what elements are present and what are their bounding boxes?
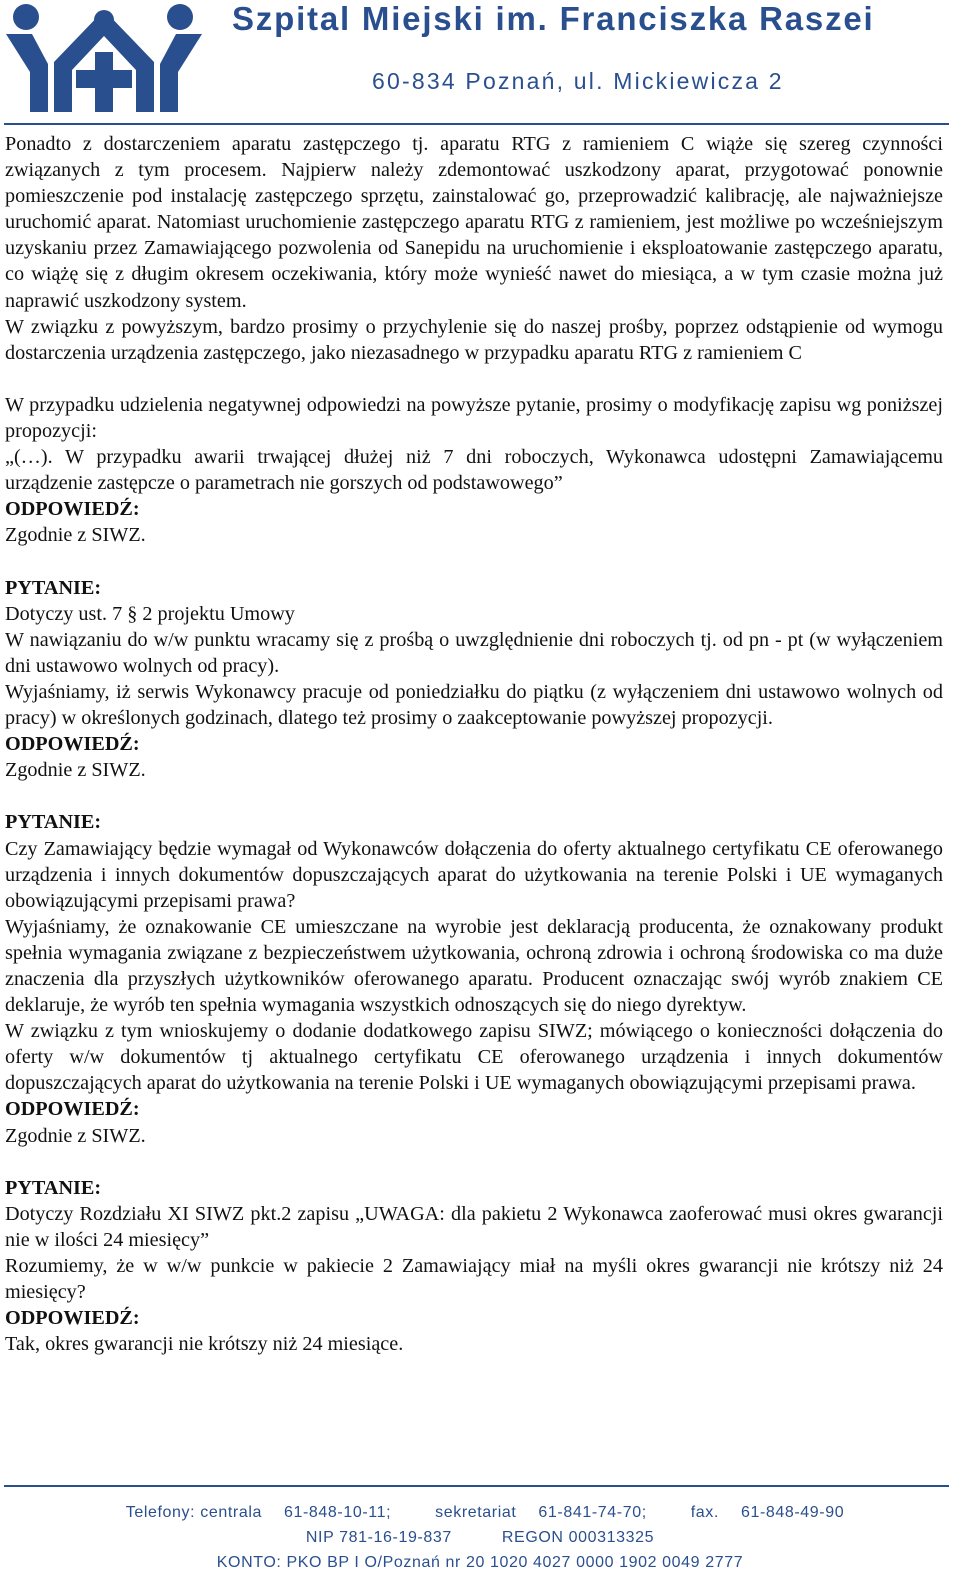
question-text: Rozumiemy, że w w/w punkcie w pakiecie 2 Zamawiający miał na myśli okres gwarancji nie krótszy niż 24 miesięcy? [5, 1255, 943, 1304]
paragraph-alternative: W przypadku udzielenia negatywnej odpowiedzi na powyższe pytanie, prosimy o modyfikację zapisu wg poniższej propozycji: [5, 393, 943, 443]
answer-text: Tak, okres gwarancji nie krótszy niż 24 miesiące. [5, 1333, 404, 1356]
letterhead-footer [0, 1500, 960, 1575]
answer-heading: ODPOWIEDŹ: [5, 1307, 140, 1330]
question-text: Wyjaśniamy, iż serwis Wykonawcy pracuje od poniedziałku do piątku (z wyłączeniem dni ustawowo wolnych od pracy) w określonych godzinach, dlatego też prosimy o zaakceptowanie powyższej propozycji. [5, 680, 943, 730]
footer-divider [4, 1485, 949, 1487]
letterhead [0, 0, 960, 125]
nip-number: NIP 781-16-19-837 [305, 1529, 452, 1546]
question-heading: PYTANIE: [5, 811, 102, 834]
question-text: Dotyczy ust. 7 § 2 projektu Umowy [5, 602, 295, 625]
phone-main: 61-848-10-11; [283, 1504, 392, 1521]
blank-line [5, 783, 943, 809]
hospital-cross-people-logo-icon [4, 2, 204, 114]
question-text: Czy Zamawiający będzie wymagał od Wykonawców dołączenia do oferty aktualnego certyfikatu CE oferowanego urządzenia i innych dokumentów dopuszczających aparat do użytkowania na terenie Polski i UE wymaganych obowiązującymi przepisami prawa? [5, 837, 943, 912]
blank-line [5, 366, 943, 392]
blank-line [5, 549, 943, 575]
letter-body [5, 131, 943, 1357]
answer-text: Zgodnie z SIWZ. [5, 524, 146, 547]
question-text: Wyjaśniamy, że oznakowanie CE umieszczane na wyrobie jest deklaracją producenta, że oznakowany produkt spełnia wymagania związane z bezpieczeństwem użytkowania, ochroną zdrowia i ochroną środowiska co ma duże znaczenia dla przyszłych użytkowników oferowanego aparatu. Producent oznaczając swój wyrób znakiem CE deklaruje, że wyrób ten spełnia wymagania wszystkich odnoszących się do niego dyrektyw. [5, 915, 943, 1017]
answer-heading: ODPOWIEDŹ: [5, 1098, 140, 1121]
blank-line [5, 1149, 943, 1175]
question-heading: PYTANIE: [5, 1176, 102, 1199]
question-text: Dotyczy Rozdziału XI SIWZ pkt.2 zapisu „UWAGA: dla pakietu 2 Wykonawca zaoferować musi okres gwarancji nie w ilości 24 miesięcy” [5, 1202, 943, 1251]
question-text: W związku z tym wnioskujemy o dodanie dodatkowego zapisu SIWZ; mówiącego o konieczności dołączenia do oferty w/w dokumentów tj aktualnego certyfikatu CE oferowanego urządzenia i innych dokumentów dopuszczających aparat do użytkowania na terenie Polski i UE wymaganych obowiązującymi przepisami prawa. [5, 1020, 943, 1095]
secretariat-phone: 61-841-74-70; [538, 1504, 647, 1521]
fax-number: 61-848-49-90 [740, 1504, 845, 1521]
hospital-name: Szpital Miejski im. Franciszka Raszei [232, 0, 875, 37]
regon-number: REGON 000313325 [501, 1529, 655, 1546]
paragraph-proposal-quote: „(…). W przypadku awarii trwającej dłużej niż 7 dni roboczych, Wykonawca udostępni Zamawiającemu urządzenie zastępcze o parametrach nie gorszych od podstawowego” [5, 446, 943, 495]
answer-heading: ODPOWIEDŹ: [5, 733, 140, 756]
phones-label: Telefony: centrala [125, 1504, 262, 1521]
hospital-address: 60-834 Poznań, ul. Mickiewicza 2 [372, 68, 784, 94]
footer-phones [0, 1500, 960, 1525]
answer-text: Zgodnie z SIWZ. [5, 1124, 146, 1147]
secretariat-label: sekretariat [435, 1504, 517, 1521]
footer-ids [0, 1525, 960, 1550]
question-text: W nawiązaniu do w/w punktu wracamy się z prośbą o uwzględnienie dni roboczych tj. od pn - pt (w wyłączeniem dni ustawowo wolnych od pracy). [5, 628, 943, 677]
paragraph-replacement-device: Ponadto z dostarczeniem aparatu zastępczego tj. aparatu RTG z ramieniem C wiąże się szereg czynności związanych z tym procesem. Najpierw należy zdemontować uszkodzony aparat, przygotować ponownie pomieszczenie pod instalację zastępczego sprzętu, zainstalować go, przeprowadzić kalibrację, ale najważniejsze uruchomić aparat. Natomiast uruchomienie zastępczego aparatu RTG z ramieniem, jest możliwe po wcześniejszym uzyskaniu przez Zamawiającego pozwolenia od Sanepidu na uruchomienie i eksploatowanie zastępczego aparatu, co wiążę się z długim okresem oczekiwania, który może wynieść nawet do miesiąca, a w tym czasie można już naprawić uszkodzony system. [5, 133, 943, 312]
footer-bank-account: KONTO: PKO BP I O/Poznań nr 20 1020 4027 0000 1902 0049 2777 [216, 1554, 744, 1571]
fax-label: fax. [690, 1504, 719, 1521]
paragraph-request: W związku z powyższym, bardzo prosimy o przychylenie się do naszej prośby, poprzez odstąpienie od wymogu dostarczenia urządzenia zastępczego, jako niezasadnego w przypadku aparatu RTG z ramieniem C [5, 315, 943, 364]
answer-text: Zgodnie z SIWZ. [5, 759, 146, 782]
header-divider [4, 123, 949, 125]
answer-heading: ODPOWIEDŹ: [5, 498, 140, 521]
question-heading: PYTANIE: [5, 576, 102, 599]
